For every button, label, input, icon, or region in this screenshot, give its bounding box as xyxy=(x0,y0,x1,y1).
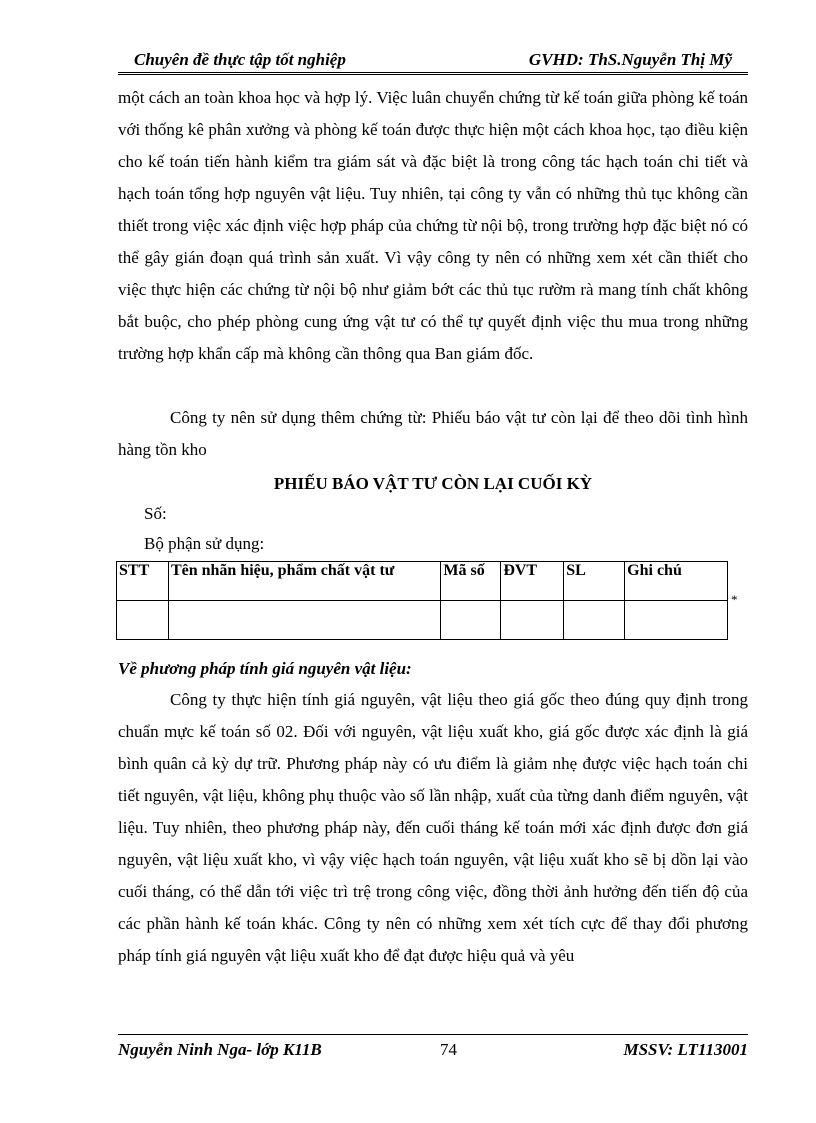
column-header-quantity: SL xyxy=(564,562,625,601)
paragraph-recommendation: Công ty nên sử dụng thêm chứng từ: Phiếu báo vật tư còn lại để theo dõi tình hình hàng tồn kho xyxy=(118,408,748,459)
header-supervisor: GVHD: ThS.Nguyễn Thị Mỹ xyxy=(528,50,732,69)
inventory-report-table xyxy=(116,561,728,640)
column-header-stt: STT xyxy=(117,562,169,601)
form-department-label: Bộ phận sử dụng: xyxy=(144,534,265,553)
paragraph-intro: một cách an toàn khoa học và hợp lý. Việc luân chuyển chứng từ kế toán giữa phòng kế toán với thống kê phân xưởng và phòng kế toán được thực hiện một cách khoa học, tạo điều kiện cho kế toán tiến hành kiểm tra giám sát và đặc biệt là trong công tác hạch toán chi tiết và hạch toán tổng hợp nguyên vật liệu. Tuy nhiên, tại công ty vẫn có những thủ tục không cần thiết trong việc xác định việc hợp pháp của chứng từ nội bộ, trong trường hợp đặc biệt nó có thể gây gián đoạn quá trình sản xuất. Vì vậy công ty nên có những xem xét cần thiết cho việc thực hiện các chứng từ nội bộ như giảm bớt các thủ tục rườm rà mang tính chất không bắt buộc, cho phép phòng cung ứng vật tư có thể tự quyết định việc thu mua trong những trường hợp khẩn cấp mà không cần thông qua Ban giám đốc. xyxy=(118,88,748,363)
page-number: 74 xyxy=(440,1040,457,1059)
table-cell xyxy=(501,601,564,640)
header-title: Chuyên đề thực tập tốt nghiệp xyxy=(134,50,346,69)
table-cell xyxy=(117,601,169,640)
margin-mark: * xyxy=(731,592,738,607)
form-title: PHIẾU BÁO VẬT TƯ CÒN LẠI CUỐI KỲ xyxy=(273,474,593,493)
table-row xyxy=(117,601,728,640)
column-header-code: Mã số xyxy=(441,562,501,601)
table-header-row xyxy=(117,562,728,601)
footer-student-id: MSSV: LT113001 xyxy=(623,1040,748,1059)
page-header xyxy=(118,48,748,74)
section-heading: Về phương pháp tính giá nguyên vật liệu: xyxy=(118,659,412,678)
footer-divider xyxy=(118,1034,748,1035)
page-footer xyxy=(118,1040,748,1066)
table-cell xyxy=(441,601,501,640)
table-cell xyxy=(168,601,440,640)
column-header-note: Ghi chú xyxy=(625,562,728,601)
table-cell xyxy=(564,601,625,640)
table-cell xyxy=(625,601,728,640)
header-divider xyxy=(118,72,748,75)
column-header-unit: ĐVT xyxy=(501,562,564,601)
footer-author: Nguyễn Ninh Nga- lớp K11B xyxy=(118,1040,322,1059)
column-header-name: Tên nhãn hiệu, phẩm chất vật tư xyxy=(168,562,440,601)
paragraph-pricing-method: Công ty thực hiện tính giá nguyên, vật liệu theo giá gốc theo đúng quy định trong chuẩn mực kế toán số 02. Đối với nguyên, vật liệu xuất kho, giá gốc được xác định là giá bình quân cả kỳ dự trữ. Phương pháp này có ưu điểm là giảm nhẹ được việc hạch toán chi tiết nguyên, vật liệu, không phụ thuộc vào số lần nhập, xuất của từng danh điểm nguyên, vật liệu. Tuy nhiên, theo phương pháp này, đến cuối tháng kế toán mới xác định được đơn giá nguyên, vật liệu xuất kho, vì vậy việc hạch toán nguyên, vật liệu xuất kho sẽ bị dồn lại vào cuối tháng, có thể dẫn tới việc trì trệ trong công việc, đồng thời ảnh hưởng đến tiến độ của các phần hành kế toán khác. Công ty nên có những xem xét tích cực để thay đổi phương pháp tính giá nguyên vật liệu xuất kho để đạt được hiệu quả và yêu xyxy=(118,690,748,965)
form-number-label: Số: xyxy=(144,504,167,523)
